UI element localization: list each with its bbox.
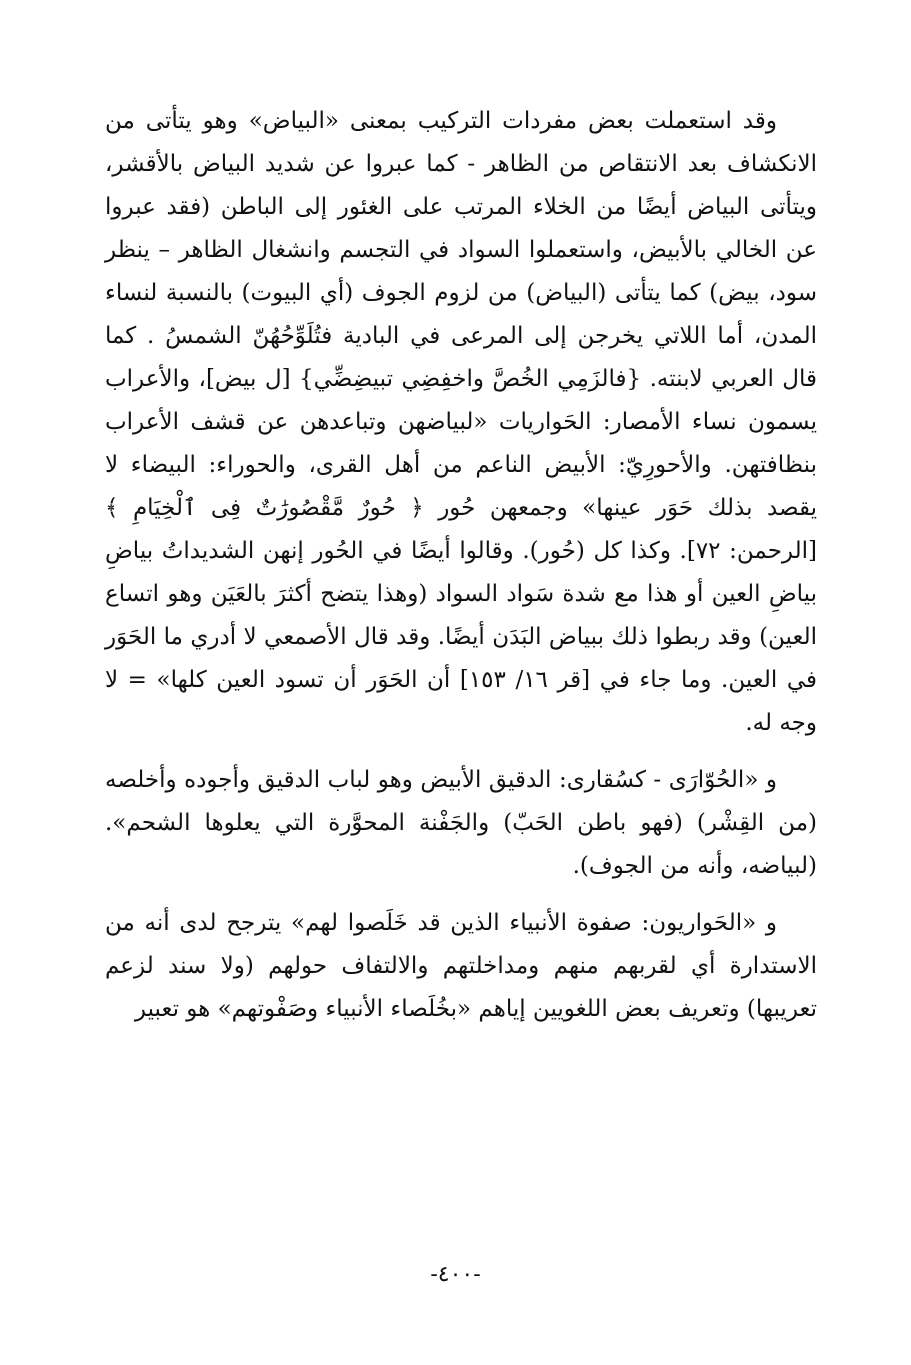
text-line: وأخلصه (من القِشْر) (فهو باطن الحَبّ) والجَفْنة المحوَّرة التي يعلوها الشحم».: [105, 767, 817, 836]
text-line: الخالي بالأبيض، واستعملوا السواد في التجسم وانشغال الظاهر – ينظر سود،: [105, 237, 818, 306]
text-line: {فالزَمِي الخُصَّ واخفِضِي تبيضِضِّي} [ل بيض]، والأعراب يسمون نساء: [105, 366, 818, 435]
text-line: وقد استعملت بعض مفردات التركيب بمعنى «البياض» وهو يتأتى من: [105, 108, 777, 134]
text-line: الأمصار: الحَواريات «لبياضهن وتباعدهن عن قشف الأعراب بنظافتهن.: [105, 409, 818, 478]
body-text: [105, 100, 817, 1031]
text-line: الاستدارة أي لقربهم منهم ومداخلتهم والالتفاف حولهم (ولا سند لزعم: [105, 953, 817, 979]
text-line: تعريبها) وتعريف بعض اللغويين إياهم «بخُلَصاء الأنبياء وصَفْوتهم» هو تعبير: [134, 996, 817, 1022]
paragraph-2: [105, 759, 817, 888]
paragraph-3: [105, 902, 817, 1031]
page-number: -٤٠٠-: [430, 1262, 481, 1287]
text-line: (لبياضه، وأنه من الجوف).: [572, 853, 817, 879]
text-line: والأحورِيّ: الأبيض الناعم من أهل القرى، والحوراء: البيضاء لا يقصد بذلك: [105, 452, 817, 521]
text-line: حَوَر عينها» وجمعهن حُور ﴿ حُورٌ مَّقْصُورَٰتٌ فِى ٱلْخِيَامِ ﴾ [الرحمن: ٧٢]. وكذا كل: [105, 495, 817, 564]
paragraph-1: [105, 100, 817, 745]
text-line: و «الحَواريون: صفوة الأنبياء الذين قد خَلَصوا لهم» يترجح لدى أنه من: [105, 910, 777, 936]
text-line: (حُور). وقالوا أيضًا في الحُور إنهن الشديداتُ بياضِ بياضِ العين أو هذا مع: [105, 538, 818, 607]
text-line: أما اللاتي يخرجن إلى المرعى في البادية فتُلَوِّحُهُنّ الشمسُ . كما قال العربي لابنته.: [105, 323, 818, 392]
text-line: [قر ١٦/ ١٥٣] أن الحَوَر أن تسود العين كلها» = لا وجه له.: [105, 667, 817, 736]
text-line: ببياض البَدَن أيضًا. وقد قال الأصمعي لا أدري ما الحَوَر في العين. وما جاء في: [105, 624, 817, 693]
text-line: و «الحُوّارَى - كسُقارى: الدقيق الأبيض وهو لباب الدقيق وأجوده: [184, 767, 778, 793]
text-line: بيض) كما يتأتى (البياض) من لزوم الجوف (أي البيوت) بالنسبة لنساء المدن،: [105, 280, 818, 349]
text-line: شدة سَواد السواد (وهذا يتضح أكثرَ بالعَيَن وهو اتساع العين) وقد ربطوا ذلك: [105, 581, 817, 650]
text-line: ويتأتى البياض أيضًا من الخلاء المرتب على الغئور إلى الباطن (فقد عبروا عن: [105, 194, 817, 263]
text-line: الانكشاف بعد الانتقاص من الظاهر - كما عبروا عن شديد البياض بالأقشر،: [105, 151, 817, 177]
